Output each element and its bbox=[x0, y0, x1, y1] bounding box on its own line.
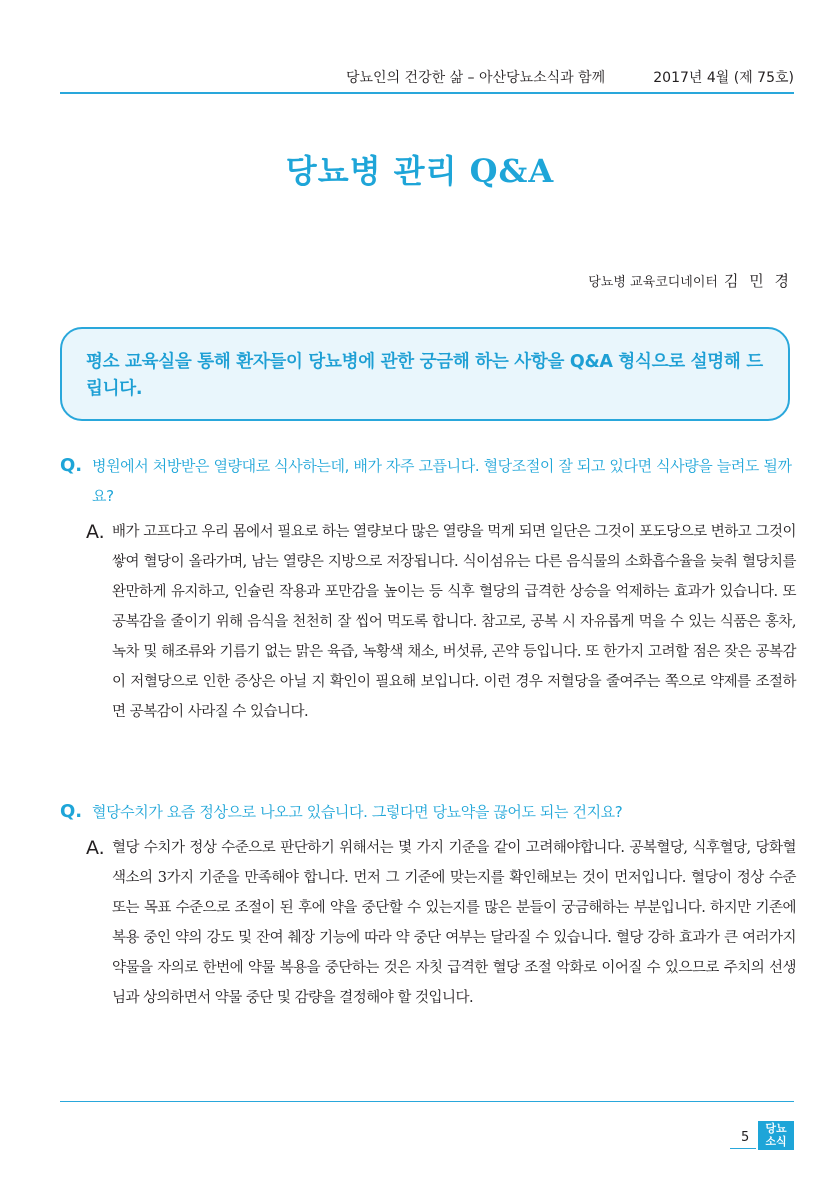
author-byline bbox=[588, 270, 792, 291]
answer-text: 배가 고프다고 우리 몸에서 필요로 하는 열량보다 많은 열량을 먹게 되면 일단은 그것이 포도당으로 변하고 그것이 쌓여 혈당이 올라가며, 남는 열량은 지방으로 저장됩니다. 식이섬유는 다른 음식물의 소화흡수율을 늦춰 혈당치를 완만하게 유지하고, 인슐린 작용과 포만감을 높이는 등 식후 혈당의 급격한 상승을 억제하는 효과가 있습니다. 또 공복감을 줄이기 위해 음식을 천천히 잘 씹어 먹도록 합니다. 참고로, 공복 시 자유롭게 먹을 수 있는 식품은 홍차, 녹차 및 해조류와 기름기 없는 맑은 육즙, 녹황색 채소, 버섯류, 곤약 등입니다. 또 한가지 고려할 점은 잦은 공복감이 저혈당으로 인한 증상은 아닐 지 확인이 필요해 보입니다. 이런 경우 저혈당을 줄여주는 쪽으로 약제를 조절하면 공복감이 사라질 수 있습니다. bbox=[112, 524, 796, 720]
newsletter-tagline: 당뇨인의 건강한 삶 – 아산당뇨소식과 함께 bbox=[346, 70, 606, 86]
answer-mark: A. bbox=[86, 837, 105, 859]
page-number: 5 bbox=[741, 1130, 750, 1145]
footer-divider bbox=[60, 1101, 794, 1102]
issue-date: 2017년 4월 (제 75호) bbox=[653, 70, 794, 86]
author-role: 당뇨병 교육코디네이터 bbox=[588, 275, 718, 290]
intro-box bbox=[60, 327, 790, 421]
qa-item-1 bbox=[60, 451, 796, 727]
page-title: 당뇨병 관리 Q&A bbox=[285, 152, 555, 190]
newsletter-logo bbox=[758, 1121, 794, 1150]
question-row bbox=[60, 451, 796, 511]
author-name: 김 민 경 bbox=[723, 272, 792, 290]
answer-row bbox=[60, 833, 796, 1013]
answer-mark: A. bbox=[86, 521, 105, 543]
question-text: 혈당수치가 요즘 정상으로 나오고 있습니다. 그렇다면 당뇨약을 끊어도 되는 건지요? bbox=[92, 803, 623, 821]
qa-item-2 bbox=[60, 797, 796, 1013]
logo-line-2: 소식 bbox=[765, 1135, 787, 1148]
intro-text: 평소 교육실을 통해 환자들이 당뇨병에 관한 궁금해 하는 사항을 Q&A 형식으로 설명해 드립니다. bbox=[86, 352, 763, 399]
answer-text: 혈당 수치가 정상 수준으로 판단하기 위해서는 몇 가지 기준을 같이 고려해야합니다. 공복혈당, 식후혈당, 당화혈색소의 3가지 기준을 만족해야 합니다. 먼저 그 기준에 맞는지를 확인해보는 것이 먼저입니다. 혈당이 정상 수준 또는 목표 수준으로 조절이 된 후에 약을 중단할 수 있는지를 많은 분들이 궁금해하는 부분입니다. 하지만 기존에 복용 중인 약의 강도 및 잔여 췌장 기능에 따라 약 중단 여부는 달라질 수 있습니다. 혈당 강하 효과가 큰 여러가지 약물을 자의로 한번에 약물 복용을 중단하는 것은 자칫 급격한 혈당 조절 악화로 이어질 수 있으므로 주치의 선생님과 상의하면서 약물 중단 및 감량을 결정해야 할 것입니다. bbox=[112, 840, 796, 1006]
page-number-underline bbox=[730, 1148, 756, 1149]
page-header bbox=[60, 64, 794, 94]
question-mark: Q. bbox=[60, 455, 83, 476]
question-mark: Q. bbox=[60, 801, 83, 822]
logo-line-1: 당뇨 bbox=[765, 1122, 787, 1135]
question-row bbox=[60, 797, 796, 827]
question-text: 병원에서 처방받은 열량대로 식사하는데, 배가 자주 고픕니다. 혈당조절이 잘 되고 있다면 식사량을 늘려도 될까요? bbox=[92, 457, 792, 505]
answer-row bbox=[60, 517, 796, 727]
